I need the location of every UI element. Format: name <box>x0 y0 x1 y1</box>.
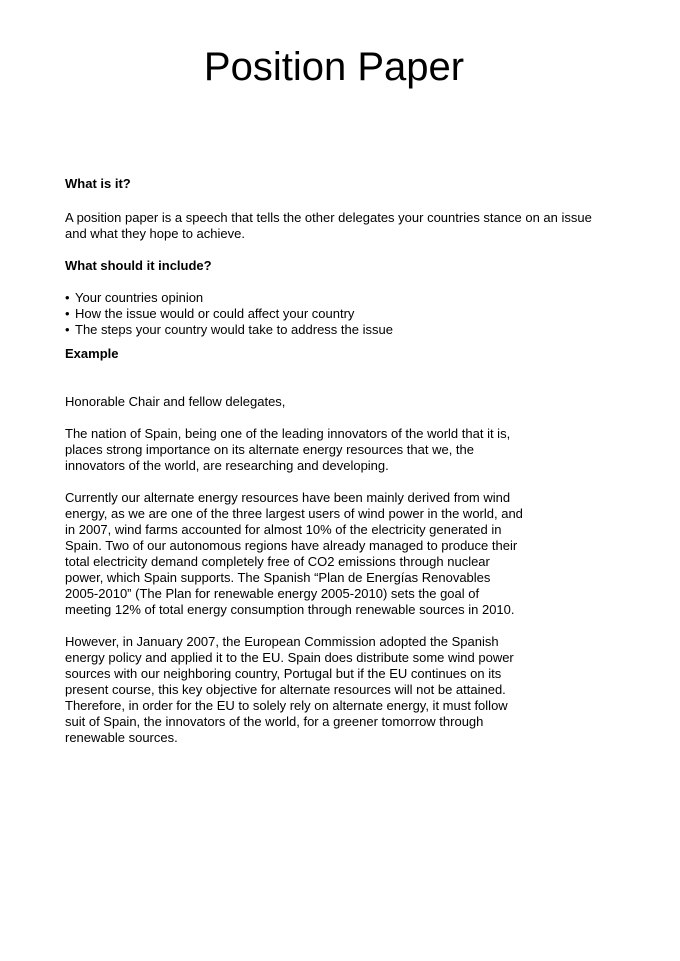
bullet-item <box>65 322 625 338</box>
letter-salutation: Honorable Chair and fellow delegates, <box>65 394 286 409</box>
page-title: Position Paper <box>203 45 465 89</box>
section-heading-what-is-it: What is it? <box>65 176 131 191</box>
section-heading-what-should-it-include: What should it include? <box>65 258 212 273</box>
bullet-icon: • <box>65 290 70 305</box>
letter-paragraph-2: Currently our alternate energy resources have been mainly derived from wind energy, as we are one of the three largest users of wind power in the world, and in 2007, wind farms accounted for almost 10% of the electricity generated in Spain. Two of our autonomous regions have already managed to produce their total electricity demand completely free of CO2 emissions through nuclear power, which Spain supports. The Spanish “Plan de Energías Renovables 2005-2010” (The Plan for renewable energy 2005-2010) sets the goal of meeting 12% of total energy consumption through renewable sources in 2010. <box>65 490 523 617</box>
section-heading-example: Example <box>65 346 119 361</box>
document-body <box>65 176 625 746</box>
bullet-icon: • <box>65 322 70 337</box>
bullet-item <box>65 290 625 306</box>
bullet-item-text: How the issue would or could affect your country <box>75 306 355 321</box>
bullet-item-text: The steps your country would take to address the issue <box>75 322 393 337</box>
bullet-icon: • <box>65 306 70 321</box>
bullet-item-text: Your countries opinion <box>75 290 204 305</box>
section-text-what-is-it: A position paper is a speech that tells the other delegates your countries stance on an issue and what they hope to achieve. <box>65 210 592 241</box>
include-bullet-list <box>65 290 625 338</box>
letter-paragraph-3: However, in January 2007, the European Commission adopted the Spanish energy policy and applied it to the EU. Spain does distribute some wind power sources with our neighboring country, Portugal but if the EU continues on its present course, this key objective for alternate resources will not be attained. Therefore, in order for the EU to solely rely on alternate energy, it must follow suit of Spain, the innovators of the world, for a greener tomorrow through renewable sources. <box>65 634 514 745</box>
letter-paragraph-1: The nation of Spain, being one of the leading innovators of the world that it is, places strong importance on its alternate energy resources that we, the innovators of the world, are researching and developing. <box>65 426 511 473</box>
bullet-item <box>65 306 625 322</box>
